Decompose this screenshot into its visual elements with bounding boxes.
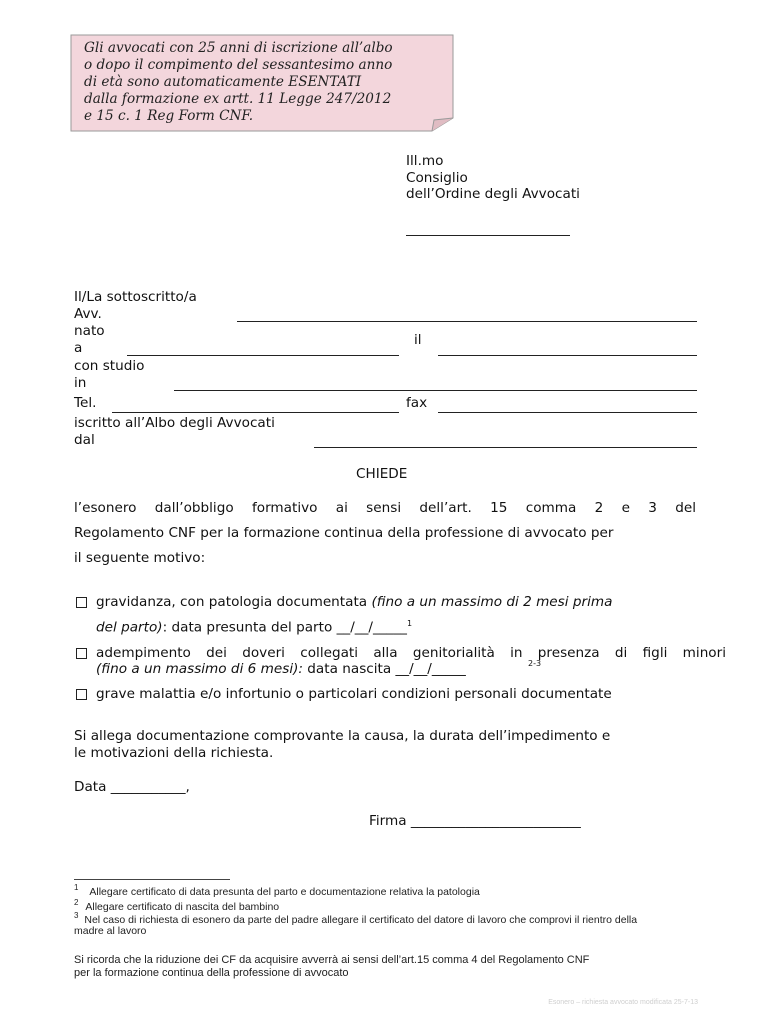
request-heading: CHIEDE <box>356 466 408 482</box>
option-pregnancy-text: gravidanza, con patologia documentata <box>96 594 372 610</box>
born-label-line: nato <box>74 323 105 339</box>
addressee-line: Consiglio <box>406 169 468 186</box>
footnote-number: 1 <box>74 883 79 892</box>
undersigned-label <box>74 289 197 323</box>
born-place-label: a <box>74 340 83 356</box>
footnote-text: Allegare certificato di data presunta del parto e documentazione relativa la patologia <box>89 885 480 898</box>
footnote-ref: 1 <box>406 619 413 628</box>
addressee-line: dell’Ordine degli Avvocati <box>406 186 580 202</box>
date-field[interactable]: Data ___________, <box>74 779 190 795</box>
cf-notice-line: per la formazione continua della professione di avvocato <box>74 967 349 979</box>
option-pregnancy-cont <box>96 619 412 636</box>
registered-label <box>74 415 275 449</box>
option-pregnancy-limit: (fino a un massimo di 2 mesi prima <box>371 594 613 610</box>
birthdate-label: il <box>414 332 422 348</box>
option-pregnancy-limit-end: del parto) <box>96 619 163 636</box>
lawyer-prefix-label: Avv. <box>74 306 102 322</box>
footnote-text: Allegare certificato di nascita del bambino <box>85 900 280 913</box>
birthplace-field[interactable] <box>127 355 399 356</box>
option-parenthood-text: adempimento dei doveri collegati alla genitorialità in presenza di figli minori <box>96 645 726 661</box>
request-text-line: Regolamento CNF per la formazione continua della professione di avvocato per <box>74 525 614 541</box>
note-line: di età sono automaticamente ESENTATI <box>84 74 362 90</box>
addressee-line: Ill.mo <box>406 153 444 169</box>
fax-label: fax <box>406 395 428 411</box>
undersigned-label-line: Il/La sottoscritto/a <box>74 289 197 305</box>
tel-label: Tel. <box>74 395 97 411</box>
footnote-text: madre al lavoro <box>74 925 147 937</box>
attachment-text <box>74 728 610 762</box>
addressee <box>406 153 580 203</box>
addressee-city-field[interactable] <box>406 235 570 236</box>
note-line: e 15 c. 1 Reg Form CNF. <box>84 108 254 124</box>
footnote-separator <box>74 879 230 880</box>
footnote-text: Nel caso di richiesta di esonero da parte del padre allegare il certificato del datore di lavoro che comprovi il rientro della <box>84 913 638 926</box>
option-pregnancy <box>96 594 612 610</box>
request-text-line: il seguente motivo: <box>74 550 206 566</box>
note-line: o dopo il compimento del sessantesimo anno <box>84 57 393 73</box>
footnote-number: 3 <box>74 911 79 920</box>
fax-field[interactable] <box>438 412 697 413</box>
document-version-footer: Esonero – richiesta avvocato modificata 25-7-13 <box>548 999 698 1006</box>
request-text-line: l’esonero dall’obbligo formativo ai sensi dell’art. 15 comma 2 e 3 del <box>74 500 696 516</box>
studio-label-line: con studio <box>74 358 145 374</box>
illness-checkbox[interactable] <box>76 689 87 700</box>
footnote-1 <box>74 883 480 898</box>
tel-field[interactable] <box>112 412 399 413</box>
name-field[interactable] <box>237 321 697 322</box>
registered-since-label: dal <box>74 432 95 448</box>
option-parenthood-limit: (fino a un massimo di 6 mesi): <box>96 661 303 677</box>
option-parenthood-cont <box>96 661 466 677</box>
born-label <box>74 323 105 357</box>
exemption-note <box>70 34 454 130</box>
attachment-line: Si allega documentazione comprovante la causa, la durata dell’impedimento e <box>74 728 611 744</box>
footnote-3 <box>74 911 637 926</box>
pregnancy-checkbox[interactable] <box>76 597 87 608</box>
studio-field[interactable] <box>174 390 697 391</box>
birthdate-field[interactable] <box>438 355 697 356</box>
attachment-line: le motivazioni della richiesta. <box>74 745 274 761</box>
option-illness-text: grave malattia e/o infortunio o particolari condizioni personali documentate <box>96 686 612 702</box>
due-date-field[interactable]: : data presunta del parto __/__/_____ <box>162 619 407 636</box>
studio-city-label: in <box>74 375 87 391</box>
parenthood-checkbox[interactable] <box>76 648 87 659</box>
signature-field[interactable]: Firma _________________________ <box>369 813 581 829</box>
note-line: dalla formazione ex artt. 11 Legge 247/2012 <box>84 91 392 107</box>
footnote-number: 2 <box>74 898 79 907</box>
studio-label <box>74 358 144 392</box>
note-line: Gli avvocati con 25 anni di iscrizione all’albo <box>84 40 393 56</box>
registration-date-field[interactable] <box>314 447 697 448</box>
cf-notice-line: Si ricorda che la riduzione dei CF da acquisire avverrà ai sensi dell’art.15 comma 4 del Regolamento CNF <box>74 954 590 966</box>
registered-label-line: iscritto all’Albo degli Avvocati <box>74 415 275 431</box>
footnote-ref: 2-3 <box>528 659 542 668</box>
birth-date-field[interactable]: data nascita __/__/_____ <box>302 661 466 677</box>
